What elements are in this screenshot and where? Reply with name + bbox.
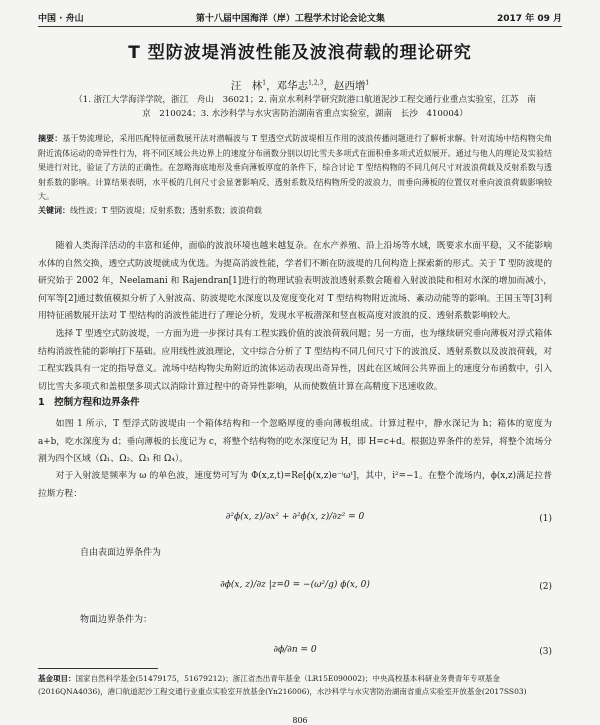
affiliations: （1. 浙江大学海洋学院，浙江 舟山 36021；2. 南京水利科学研究院港口航道泥沙工程交通行业重点实验室，江苏 南京 210024；3. 水沙科学与水灾害防治湖南省重点实验室，湖南 长沙 410004） <box>74 95 536 119</box>
running-header <box>38 8 562 27</box>
equation-1-number: (1) <box>539 514 552 524</box>
keywords-text: 线性波；T 型防波堤；反射系数；透射系数；波浪荷载 <box>70 206 262 215</box>
header-proceedings: 第十八届中国海洋（岸）工程学术讨论会论文集 <box>195 13 385 24</box>
footnote-label: 基金项目： <box>38 674 76 683</box>
author-1: 汪 林 <box>230 80 263 92</box>
body-surface-label: 物面边界条件为： <box>80 615 153 625</box>
section-heading: 1 控制方程和边界条件 <box>38 397 140 408</box>
equation-2 <box>38 572 552 606</box>
abstract <box>38 132 552 205</box>
keywords-label: 关键词： <box>38 206 70 215</box>
author-1-affil: 1 <box>262 79 267 87</box>
funding-footnote <box>38 672 552 698</box>
equation-2-formula: ∂ϕ(x, z)/∂z |z=0 = −(ω²/g) ϕ(x, 0) <box>220 580 370 590</box>
footnote-divider <box>38 668 158 669</box>
header-date: 2017 年 09 月 <box>497 13 562 24</box>
author-3: ，赵西增 <box>323 80 366 92</box>
header-location: 中国 · 舟山 <box>38 13 84 24</box>
method-paragraph-1: 如图 1 所示，T 型浮式防波堤由一个箱体结构和一个忽略厚度的垂向薄板组成。计算过程中，静水深记为 h；箱体的宽度为 a+b，吃水深度为 d；垂向薄板的长度记为 c，将整个结构物的吃水深度记为 H，即 H=c+d。根据边界条件的差异，将整个流场分割为四个区域（Ω₁、Ω₂、Ω₃ 和 Ω₄）。 <box>38 419 552 464</box>
equation-1 <box>38 504 552 538</box>
method-paragraph-2: 对于入射波是频率为 ω 的单色波，速度势可写为 Φ(x,z,t)=Re[ϕ(x,z)e⁻ⁱωᵗ]，其中，i²=−1。在整个流场内，ϕ(x,z)满足拉普拉斯方程： <box>38 471 552 499</box>
paper-title: T 型防波堤消波性能及波浪荷载的理论研究 <box>128 43 472 63</box>
intro-paragraph-1: 随着人类海洋活动的丰富和延伸，面临的波浪环境也越来越复杂。在水产养殖、沿上沿场等水域，既要求水面平稳，又不能影响水体的自然交换，透空式防波堤就成为优选。为提高消波性能，学者们不断在防波堤的几何构造上探索新的形式。关于 T 型防波堤的研究始于 2002 年，Neelamani 和 Rajendran[1]进行的物理试验表明波浪透射系数会随着入射波浪陡和相对水深的增加而减小，何军等[2]通过数值模拟分析了入射波高、防波堤吃水深度以及宽度变化对 T 型结构物附近流场、紊动动能等的影响。王国玉等[3]利用特征函数展开法对 T 型结构的消波性能进行了理论分析，发现水平板潜深和竖直板高度对波浪的反、透射系数影响较大。 <box>38 241 552 321</box>
author-line <box>0 78 600 93</box>
equation-2-number: (2) <box>539 582 552 592</box>
author-2-affil: 1,2,3 <box>308 79 324 87</box>
equation-3 <box>38 637 552 671</box>
abstract-text: 基于势流理论，采用匹配特征函数展开法对潜幅波与 T 型透空式防波堤相互作用的波浪传播问题进行了解析求解。针对流场中结构物尖角附近流体运动的奇异性行为，将不同区域公共边界上的速度分布函数分别以切比雪夫多项式在面积垂多项式近似展开。通过与他人的理论及实验结果进行对比，验证了方法的正确性。在忽略海底地形及垂向薄板厚度的条件下，综合讨论 T 型结构物的不同几何尺寸对波浪荷载及反射系数与透射系数的影响。计算结果表明，水平板的几何尺寸会显著影响反、透射系数及结构物所受的波浪力，而垂向薄板的位置仅对垂向波浪荷载影响较大。 <box>38 134 553 201</box>
equation-1-formula: ∂²ϕ(x, z)/∂x² + ∂²ϕ(x, z)/∂z² = 0 <box>225 512 365 522</box>
intro-paragraph-2: 选择 T 型透空式防波堤，一方面为进一步探讨具有工程实践价值的波浪荷载问题；另一方面，也为继续研究垂向薄板对浮式箱体结构消波性能的影响打下基础。应用线性波浪理论，文中综合分析了 T 型结构不同几何尺寸下的波浪反、透射系数以及波浪荷载，对工程实践具有一定的指导意义。流场中结构物尖角附近的流体运动表现出奇异性，因此在区域间公共界面上的速度分布函数中，引入切比雪夫多项式和盖根堡多项式以消除计算过程中的奇异性影响，从而使数值计算在高精度下迅速收敛。 <box>38 329 552 392</box>
author-2: ，邓华志 <box>266 80 309 92</box>
page-number: 806 <box>292 716 308 725</box>
keywords <box>38 205 552 217</box>
equation-3-number: (3) <box>539 647 552 657</box>
free-surface-label: 自由表面边界条件为 <box>80 548 162 558</box>
abstract-label: 摘要： <box>38 134 63 143</box>
equation-3-formula: ∂ϕ/∂n = 0 <box>273 645 317 655</box>
footnote-text: 国家自然科学基金(51479175，51679212)；浙江省杰出青年基金（LR15E090002)；中央高校基本科研业务费青年专项基金(2016QNA4036)，港口航道泥沙工程交通行业重点实验室开放基金(Yn216006)，水沙科学与水灾害防治湖南省重点实验室开放基金(2017SS03) <box>38 674 527 696</box>
author-3-affil: 1 <box>365 79 370 87</box>
